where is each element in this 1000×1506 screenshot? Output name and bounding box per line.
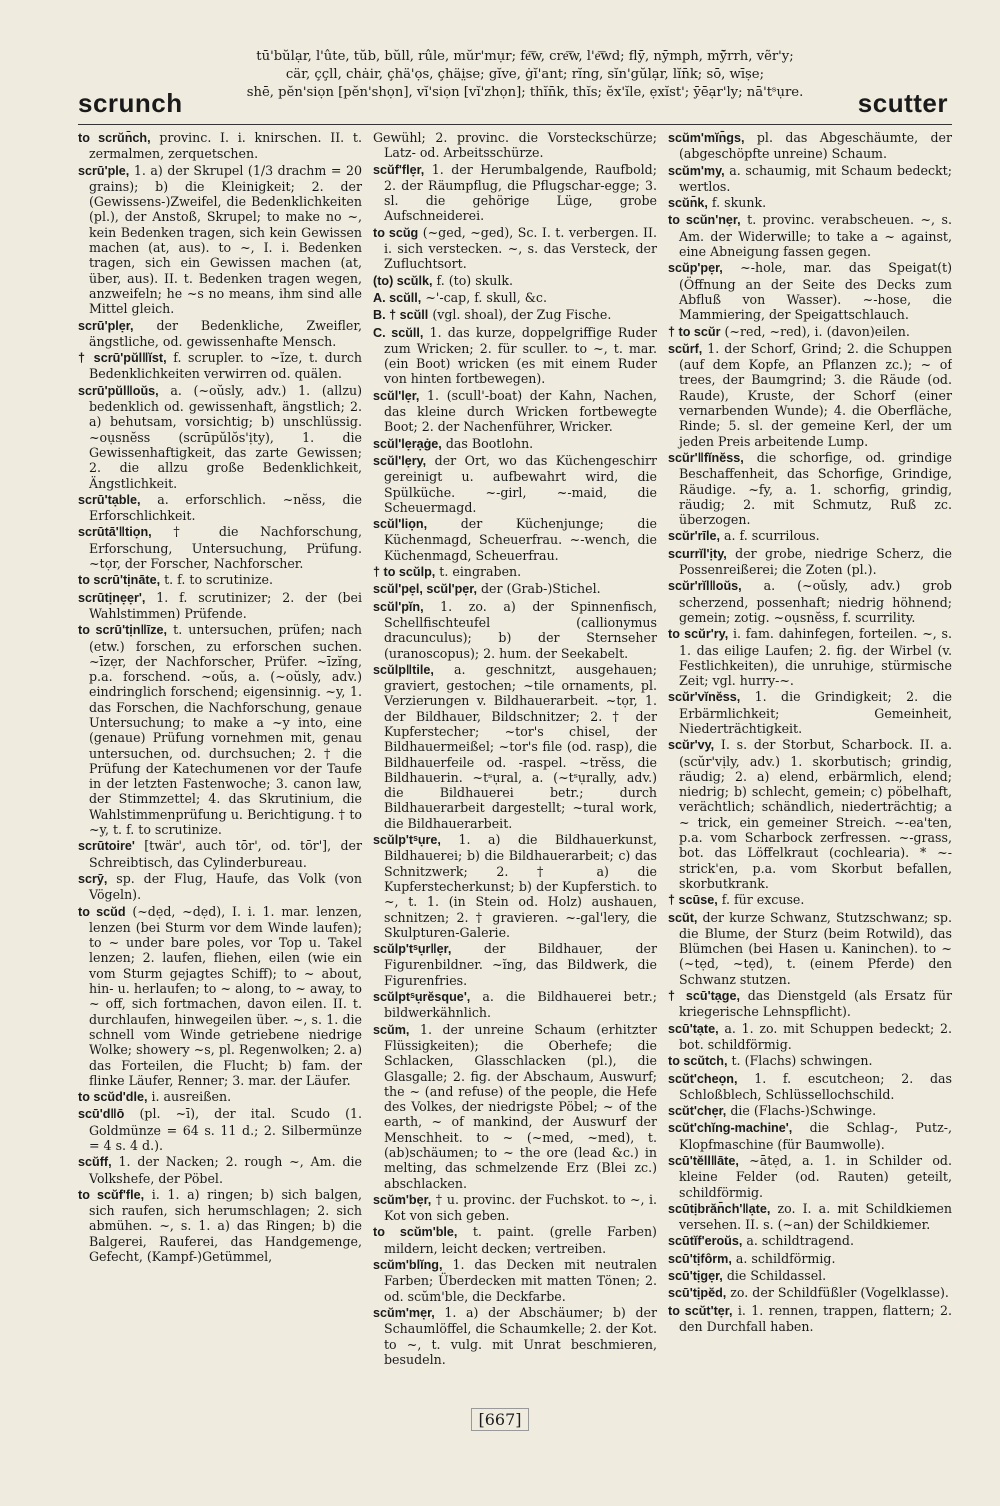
entry-headword: to scŭg: [373, 225, 419, 240]
entry-definition: a. (~oŭsly, adv.) grob scherzend, possenhaft; niedrig höhnend; gemein; zotig. ~oụsnĕss, f. scurrility.: [679, 578, 952, 625]
entry-headword: C. scŭll,: [373, 325, 424, 340]
entry-headword: scŭrf,: [668, 341, 703, 356]
entry-definition: das Dienstgeld (als Ersatz für kriegerische Lehnspflicht).: [679, 988, 952, 1020]
entry-definition: a. geschnitzt, ausgehauen; graviert, gestochen; ~tile ornaments, pl. Verzierungen v. Bildhauerarbeit. ~tọr, 1. der Bildhauer, Bildschnitzer; 2. † der Kupferstecher; ~tor's chisel, der Bildhauermeißel; ~tor's file (od. rasp), die Bildhauerfeile od. -raspel. ~trĕss, die Bildhauerin. ~tˢụral, a. (~tˢụrally, adv.) die Bildhauerei betr.; durch Bildhauerarbeit dargestellt; ~tural work, die Bildhauerarbeit.: [384, 661, 657, 831]
dictionary-entry: [668, 1021, 952, 1053]
entry-definition: i. ausreißen.: [151, 1089, 232, 1105]
entry-definition: ~-hole, mar. das Speigat(t) (Öffnung an der Seite des Decks zum Abfluß von Wasser). ~-hose, die Mammiering, der Speigattschlauch.: [679, 260, 952, 323]
entry-headword: scŭlp'tˢụr‖ẹr,: [373, 942, 452, 957]
entry-headword: scrū'ple,: [78, 163, 130, 178]
entry-definition: t. untersuchen, prüfen; nach (etw.) forschen, zu erforschen suchen. ~īzẹr, der Nachforscher, Prüfer. ~īzĭng, p.a. forschend. ~oŭs, a. (~oŭsly, adv.) eindringlich forschend; eigensinnig. ~y, 1. das Forschen, die Nachforschung, genaue Untersuchung; to make a ~y into, eine (genaue) Prüfung vornehmen mit, genau untersuchen, od. durchsuchen; 2. † die Prüfung der Katechumenen vor der Taufe in der letzten Fastenwoche; 3. canon law, der Stimmzettel; 4. das Skrutinium, die Wahlstimmenprüfung u. Berichtigung. † to ~y, t. f. to scrutinize.: [89, 622, 362, 838]
dictionary-entry: [78, 904, 362, 1089]
dictionary-entry: [668, 324, 952, 340]
pronunciation-key-line: tū'bŭlạr, l'ûte, tŭb, bŭll, rûle, mŭr'mụr; fe͞w, cre͞w, l'e͞wd; flȳ, nȳmph, mȳ̆rrh, vẽr'y;: [256, 49, 794, 64]
entry-definition: a. 1. zo. mit Schuppen bedeckt; 2. bot. schildförmig.: [679, 1020, 952, 1052]
dictionary-entry: [668, 1268, 952, 1284]
dictionary-entry: [373, 325, 657, 387]
entry-headword: scū'd‖ō: [78, 1107, 125, 1122]
column-left: [78, 130, 362, 1408]
entry-headword: scŭff,: [78, 1155, 112, 1170]
dictionary-entry: [373, 273, 657, 289]
dictionary-entry: [668, 450, 952, 527]
dictionary-entry: [668, 1303, 952, 1335]
entry-headword: scŭn̄k,: [668, 196, 708, 211]
dictionary-entry: [373, 581, 657, 597]
entry-headword: † to scŭlp,: [373, 565, 436, 580]
entry-headword: scŭf'flẹr,: [373, 162, 425, 177]
dictionary-entry: [78, 1154, 362, 1186]
entry-definition: zo. der Schildfüßler (Vogelklasse).: [730, 1285, 949, 1301]
entry-headword: scŭl'lẹr,: [373, 388, 420, 403]
entry-headword: scūtịbrăn̄ch'‖ạte,: [668, 1201, 771, 1216]
entry-headword: scrū'pŭl‖oŭs,: [78, 383, 159, 398]
entry-definition: 1. der unreine Schaum (erhitzter Flüssigkeiten); die Oberhefe; die Schlacken, Glasschlacken (pl.), die Glasgalle; 2. fig. der Abschaum, Auswurf; the ~ (and refuse) of the people, die Hefe des Volkes, der niedrigste Pöbel; ~ of the earth, ~ of mankind, der Auswurf der Menschheit. to ~ (~med, ~med), t. (ab)schäumen; to ~ the ore (lead &c.) in melting, das schmelzende Erz (Blei zc.) abschlacken.: [384, 1021, 657, 1191]
entry-definition: t. provinc. verabscheuen. ~, s. Am. der Widerwille; to take a ~ against, eine Abneigung fassen gegen.: [679, 212, 952, 260]
dictionary-entry: [668, 260, 952, 322]
entry-definition: die schorfige, od. grindige Beschaffenheit, das Schorfige, Grindige, Räudige. ~fy, a. 1. schorfig, grindig, räudig; 2. mit Schmutz, Ruß zc. überzogen.: [679, 449, 952, 528]
entry-definition: t. f. to scrutinize.: [164, 572, 273, 588]
entry-headword: † scrū'pŭl‖ĭst,: [78, 351, 167, 366]
entry-definition: a. schildtragend.: [746, 1233, 854, 1249]
entry-definition: a. schaumig, mit Schaum bedeckt; wertlos.: [679, 162, 952, 194]
entry-definition: der (Grab-)Stichel.: [481, 581, 601, 597]
dictionary-entry: [668, 737, 952, 891]
dictionary-entry: [373, 1257, 657, 1304]
entry-definition: 1. f. scrutinizer; 2. der (bei Wahlstimmen) Prüfende.: [89, 589, 362, 621]
dictionary-columns: [78, 130, 952, 1408]
pronunciation-key-line: shē, pĕn'siọn [pĕn'shọn], vĭ'siọn [vĭ'zhọn]; thĭn̄k, thĭs; ĕx'ĭle, ẹxĭst'; ȳēạr'ly; nā'tˢụre.: [246, 85, 804, 100]
entry-headword: to scŭn'nẹr,: [668, 213, 741, 228]
entry-definition: (~dẹd, ~dẹd), I. i. 1. mar. lenzen, lenzen (bei Sturm vor dem Winde laufen); to ~ under bare poles, vor Top u. Takel lenzen; 2. laufen, fliehen, eilen (wie ein vom Sturm gejagtes Schiff); to ~ about, hin- u. herlaufen; to ~ along, to ~ away, to ~ off, sich fortmachen, davon eilen. II. t. durchlaufen, hinwegeilen über. ~, s. 1. die schnell vom Winde getriebene niedrige Wolke; showery ~s, pl. Regenwolken; 2. a) das Forteilen, die Flucht; b) fam. der flinke Läufer, Renner; 3. mar. der Läufer.: [89, 903, 362, 1088]
entry-headword: scŭt'chẹr,: [668, 1104, 727, 1119]
entry-headword: † scūse,: [668, 893, 718, 908]
entry-headword: scŭm,: [373, 1022, 410, 1037]
dictionary-entry: [668, 528, 952, 544]
entry-definition: 1. der Herumbalgende, Raufbold; 2. der Räumpflug, die Pflugschar-egge; 3. sl. die gehörige Lüge, grobe Aufschneiderei.: [384, 161, 657, 224]
entry-headword: scūtĭf'eroŭs,: [668, 1234, 743, 1249]
dictionary-entry: [78, 1106, 362, 1153]
dictionary-entry: [373, 662, 657, 831]
entry-definition: a. (~oŭsly, adv.) 1. (allzu) bedenklich od. gewissenhaft, ängstlich; 2. a) behutsam, vorsichtig; b) unschlüssig. ~oụsnĕss (scrūpŭlŏs'ịty), 1. die Gewissenhaftigkeit, das zarte Gewissen; 2. die allzu große Bedenklichkeit, Ängstlichkeit.: [89, 382, 362, 491]
entry-headword: scŭl'liọn,: [373, 517, 428, 532]
entry-headword: scŭlp'tˢụre,: [373, 833, 441, 848]
entry-definition: t. paint. (grelle Farben) mildern, leicht decken; vertreiben.: [384, 1224, 657, 1256]
dictionary-entry: [668, 1201, 952, 1233]
entry-headword: to scŭd'dle,: [78, 1090, 148, 1105]
dictionary-entry: [668, 988, 952, 1020]
entry-definition: sp. der Flug, Haufe, das Volk (von Vögeln).: [89, 870, 362, 903]
entry-headword: scū'tịgẹr,: [668, 1269, 723, 1284]
entry-headword: scū'tĕll‖āte,: [668, 1154, 739, 1168]
dictionary-entry: [78, 318, 362, 350]
entry-definition: f. für excuse.: [721, 892, 805, 908]
entry-headword: scrū'tạble,: [78, 492, 141, 507]
entry-definition: die Schlag-, Putz-, Klopfmaschine (für Baumwolle).: [679, 1120, 952, 1152]
entry-headword: to scŭr'ry,: [668, 627, 729, 642]
column-right: [668, 130, 952, 1408]
entry-definition: 1. a) der Abschäumer; b) der Schaumlöffel, die Schaumkelle; 2. der Kot. to ~, t. vulg. mit Unrat beschmieren, besudeln.: [384, 1304, 657, 1367]
entry-headword: scū'tịfôrm,: [668, 1251, 732, 1266]
dictionary-entry: [373, 388, 657, 435]
entry-definition: a. die Bildhauerei betr.; bildwerkähnlich.: [384, 989, 657, 1021]
entry-headword: scŭm'blĭng,: [373, 1258, 443, 1273]
entry-definition: 1. a) die Bildhauerkunst, Bildhauerei; b) die Bildhauerarbeit; c) das Schnitzwerk; 2. † a) die Kupferstecherkunst; b) der Kupferstich. to ~, t. 1. (in Stein od. Holz) aushauen, schnitzen; 2. † gravieren. ~-gal'lery, die Skulpturen-Galerie.: [384, 832, 657, 940]
dictionary-entry: [668, 1103, 952, 1119]
entry-headword: scŭr'vy,: [668, 738, 715, 753]
dictionary-entry: [373, 1022, 657, 1191]
entry-headword: to scŭt'tẹr,: [668, 1303, 733, 1318]
entry-definition: 1. die Grindigkeit; 2. die Erbärmlichkeit; Gemeinheit, Niederträchtigkeit.: [679, 689, 952, 736]
dictionary-entry: [373, 599, 657, 661]
entry-headword: scŭm'bẹr,: [373, 1192, 432, 1207]
dictionary-entry: [373, 130, 657, 161]
entry-headword: B. † scŭll: [373, 308, 429, 323]
entry-headword: scŭr'vĭnĕss,: [668, 690, 741, 705]
dictionary-entry: [78, 871, 362, 903]
dictionary-entry: [373, 832, 657, 940]
entry-definition: 1. a) der Skrupel (1/3 drachm = 20 grains); b) die Kleinigkeit; 2. der (Gewissens-)Zweifel, die Bedenklichkeiten (pl.), der Anstoß, Skrupel; to make no ~, kein Bedenken tragen, sich kein Gewissen machen (at, aus). to ~, I. i. Bedenken tragen, sich ein Gewissen machen (at, über, aus). II. t. Bedenken tragen wegen, anzweifeln; he ~s no means, ihm sind alle Mittel gleich.: [89, 162, 362, 317]
entry-definition: a. schildförmig.: [735, 1250, 836, 1266]
entry-definition: ~ātẹd, a. 1. in Schilder od. kleine Felder (od. Rauten) geteilt, schildförmig.: [679, 1153, 952, 1200]
entry-headword: scŭp'pẹr,: [668, 261, 723, 276]
dictionary-entry: [373, 941, 657, 988]
entry-definition: der Bedenkliche, Zweifler, ängstliche, od. gewissenhafte Mensch.: [89, 317, 362, 349]
entry-definition: I. s. der Storbut, Scharbock. II. a. (scŭr'vịly, adv.) 1. skorbutisch; grindig, räudig; 2. a) elend, erbärmlich, elend; niedrig; b) schlecht, gemein; c) pöbelhaft, verächtlich; schändlich, niederträchtig; a ~ trick, ein gemeiner Streich. ~-ea'ten, p.a. vom Scharbock zerfressen. ~-grass, bot. das Löffelkraut (cochlearia). * ~-strick'en, p.a. vom Skorbut befallen, skorbutkrank.: [679, 737, 952, 891]
entry-definition: die (Flachs-)Schwinge.: [730, 1103, 877, 1119]
dictionary-entry: [668, 910, 952, 987]
dictionary-entry: [78, 350, 362, 382]
dictionary-entry: [668, 546, 952, 578]
entry-headword: scŭt'cheọn,: [668, 1071, 738, 1086]
entry-headword: scrūtịnẹẹr',: [78, 590, 146, 605]
dictionary-entry: [668, 626, 952, 688]
dictionary-entry: [668, 163, 952, 195]
dictionary-entry: [373, 225, 657, 272]
header-rule: [78, 124, 952, 125]
entry-definition: der kurze Schwanz, Stutzschwanz; sp. die Blume, der Sturz (beim Rotwild), das Blümchen (bei Hasen u. Kaninchen). to ~ (~tẹd, ~tẹd), t. (einem Pferde) den Schwanz stutzen.: [679, 909, 952, 987]
guide-word-left: scrunch: [78, 88, 183, 118]
entry-definition: der Küchenjunge; die Küchenmagd, Scheuerfrau. ~-wench, die Küchenmagd, Scheuerfrau.: [384, 516, 657, 563]
entry-headword: scŭr'rīle,: [668, 529, 720, 544]
column-middle: [373, 130, 657, 1408]
page-number: [0, 1410, 1000, 1429]
entry-definition: t. (Flachs) schwingen.: [731, 1053, 873, 1069]
entry-definition: i. 1. a) ringen; b) sich balgen, sich raufen, sich herumschlagen; 2. sich abmühen. ~, s. 1. a) das Ringen; b) die Balgerei, Rauferei, das Handgemenge, Gefecht, (Kampf-)Getümmel,: [89, 1186, 362, 1265]
entry-definition: der grobe, niedrige Scherz, die Possenreißerei; die Zoten (pl.).: [679, 545, 952, 578]
dictionary-entry: [668, 1053, 952, 1069]
entry-headword: scrūtoire': [78, 839, 135, 854]
entry-headword: to scŭtch,: [668, 1054, 728, 1069]
dictionary-entry: [373, 989, 657, 1021]
entry-definition: t. eingraben.: [439, 564, 522, 580]
dictionary-entry: [373, 564, 657, 580]
entry-headword: scŭlptˢụrĕsque',: [373, 990, 471, 1005]
entry-definition: das Bootlohn.: [445, 435, 534, 451]
entry-headword: scrūtā'‖tiọn,: [78, 525, 152, 540]
entry-definition: 1. der Nacken; 2. rough ~, Am. die Volkshefe, der Pöbel.: [89, 1154, 362, 1186]
entry-definition: 1. f. escutcheon; 2. das Schloßblech, Schlüssellochschild.: [679, 1070, 952, 1102]
dictionary-entry: [373, 290, 657, 306]
dictionary-entry: [78, 1187, 362, 1264]
entry-definition: f. skunk.: [711, 195, 767, 211]
entry-headword: A. scŭll,: [373, 290, 422, 305]
dictionary-entry: [668, 195, 952, 211]
dictionary-entry: [668, 689, 952, 736]
entry-definition: provinc. I. i. knirschen. II. t. zermalmen, zerquetschen.: [89, 130, 362, 162]
entry-definition: i. fam. dahinfegen, forteilen. ~, s. 1. das eilige Laufen; 2. fig. der Wirbel (v. Festlichkeiten), die unruhige, stürmische Zeit; vgl. hurry-~.: [679, 626, 952, 689]
dictionary-entry: [373, 162, 657, 224]
entry-definition: [twär', auch tōr', od. tōr'], der Schreibtisch, das Cylinderbureau.: [89, 838, 362, 870]
entry-headword: scŭt'chĭng-machine',: [668, 1121, 793, 1136]
entry-headword: scrȳ,: [78, 871, 108, 886]
dictionary-entry: [78, 838, 362, 870]
entry-headword: scŭl'lẹrạġe,: [373, 436, 442, 451]
dictionary-entry: [78, 492, 362, 524]
entry-headword: scurrĭl'ịty,: [668, 546, 727, 561]
dictionary-entry: [78, 572, 362, 588]
entry-headword: to scŭm'ble,: [373, 1225, 458, 1240]
entry-headword: scŭr'‖fĭnĕss,: [668, 450, 744, 465]
entry-definition: † u. provinc. der Fuchskot. to ~, i. Kot von sich geben.: [384, 1191, 657, 1224]
dictionary-entry: [668, 341, 952, 449]
dictionary-entry: [78, 590, 362, 622]
dictionary-entry: [373, 516, 657, 563]
entry-definition: (~ged, ~ged), Sc. I. t. verbergen. II. i. sich verstecken. ~, s. das Versteck, der Zufluchtsort.: [384, 224, 657, 272]
dictionary-entry: [373, 1224, 657, 1256]
dictionary-entry: [78, 383, 362, 491]
entry-definition: a. f. scurrilous.: [724, 528, 820, 544]
entry-headword: scū'tịpĕd,: [668, 1286, 727, 1301]
entry-headword: scrū'plẹr,: [78, 318, 134, 333]
entry-headword: to scrū'tịn‖īze,: [78, 623, 168, 638]
dictionary-entry: [78, 1089, 362, 1105]
entry-definition: 1. das Decken mit neutralen Farben; Überdecken mit matten Tönen; 2. od. scŭm'ble, die Deckfarbe.: [384, 1257, 657, 1304]
entry-headword: (to) scŭlk,: [373, 273, 433, 288]
dictionary-entry: [668, 1120, 952, 1152]
dictionary-entry: [373, 453, 657, 515]
dictionary-entry: [78, 622, 362, 837]
guide-word-right: scutter: [857, 88, 948, 118]
entry-headword: to scŭf'fle,: [78, 1187, 145, 1202]
entry-headword: scū'tạte,: [668, 1021, 719, 1036]
entry-definition: f. (to) skulk.: [436, 272, 514, 288]
entry-headword: scŭm'mẹr,: [373, 1305, 435, 1320]
entry-definition: zo. I. a. mit Schildkiemen versehen. II. s. (~an) der Schildkiemer.: [679, 1200, 952, 1233]
entry-headword: scŭl'lẹry,: [373, 453, 427, 468]
entry-headword: scŭm'mĭn̄gs,: [668, 131, 745, 145]
entry-definition: 1. (scull'-boat) der Kahn, Nachen, das kleine durch Wricken fortbewegte Boot; 2. der Nachenführer, Wricker.: [384, 387, 657, 435]
entry-definition: f. scrupler. to ~ĭze, t. durch Bedenklichkeiten verwirren od. quälen.: [89, 350, 362, 382]
dictionary-entry: [78, 163, 362, 317]
entry-headword: to scŭd: [78, 904, 126, 919]
entry-definition: (vgl. shoal), der Zug Fische.: [432, 307, 612, 323]
entry-headword: scŭl'pẹl, scŭl'pẹr,: [373, 582, 477, 597]
entry-headword: scŭlp‖tile,: [373, 662, 434, 677]
dictionary-entry: [668, 130, 952, 162]
dictionary-entry: [668, 1251, 952, 1267]
entry-definition: die Schildassel.: [726, 1268, 827, 1284]
entry-definition: (pl. ~ī), der ital. Scudo (1. Goldmünze = 64 s. 11 d.; 2. Silbermünze = 4 s. 4 d.).: [89, 1106, 362, 1153]
pronunciation-key-line: cär, ççll, chȧir, çhä'ọs, çhäi̤se; gĭve, ġĭ'ant; rĭng, sĭn'gŭlạr, lĭn̄k; sō, wīṣe;: [285, 67, 765, 82]
entry-headword: scŭm'my,: [668, 163, 725, 178]
entry-headword: scŭr'rĭl‖oŭs,: [668, 579, 742, 594]
entry-definition: a. erforschlich. ~nĕss, die Erforschlichkeit.: [89, 491, 362, 524]
entry-headword: † scū'tạge,: [668, 989, 741, 1004]
entry-definition: 1. der Schorf, Grind; 2. die Schuppen (auf dem Kopfe, an Pflanzen zc.); ~ of trees, der Baumgrind; 3. die Räude (od. Raude), Kruste, der Schorf (einer vernarbenden Wunde); 4. die Oberfläche, Rinde; 5. sl. der gemeine Kerl, der um jeden Preis arbeitende Lump.: [679, 340, 952, 449]
entry-definition: der Bildhauer, der Figurenbildner. ~ĭng, das Bildwerk, die Figurenfries.: [384, 941, 657, 988]
dictionary-entry: [78, 130, 362, 162]
entry-headword: scŭl'pĭn,: [373, 599, 424, 614]
dictionary-entry: [668, 1071, 952, 1103]
dictionary-entry: [668, 1285, 952, 1301]
dictionary-entry: [668, 1153, 952, 1200]
entry-headword: † to scŭr: [668, 324, 721, 339]
entry-definition: ~'-cap, f. skull, &c.: [425, 289, 547, 305]
page-number-label: [667]: [471, 1408, 528, 1431]
entry-definition: 1. das kurze, doppelgriffige Ruder zum Wricken; 2. für sculler. to ~, t. mar. (ein Boot) wricken (es mit einem Ruder von hinten fortbewegen).: [384, 324, 657, 387]
pronunciation-key: [210, 48, 840, 102]
entry-headword: to scrū'tịnāte,: [78, 573, 161, 588]
entry-definition: der Ort, wo das Küchengeschirr gereinigt u. aufbewahrt wird, die Spülküche. ~-girl, ~-maid, die Scheuermagd.: [384, 452, 657, 515]
entry-definition: pl. das Abgeschäumte, der (abgeschöpfte unreine) Schaum.: [679, 130, 952, 162]
entry-headword: to scrŭn̄ch,: [78, 131, 151, 145]
entry-definition: † die Nachforschung, Erforschung, Untersuchung, Prüfung. ~tọr, der Forscher, Nachforscher.: [89, 524, 362, 572]
dictionary-entry: [668, 578, 952, 625]
dictionary-entry: [373, 1305, 657, 1367]
entry-definition: Gewühl; 2. provinc. die Vorsteckschürze; Latz- od. Arbeitsschürze.: [373, 130, 657, 161]
entry-definition: 1. zo. a) der Spinnenfisch, Schellfischteufel (callionymus dracunculus); b) der Sternseher (uranoscopus); 2. hum. der Seekabelt.: [384, 598, 657, 661]
dictionary-entry: [668, 212, 952, 259]
entry-headword: scŭt,: [668, 910, 698, 925]
entry-definition: i. 1. rennen, trappen, flattern; 2. den Durchfall haben.: [679, 1302, 952, 1334]
dictionary-entry: [668, 1233, 952, 1249]
entry-definition: (~red, ~red), i. (davon)eilen.: [724, 323, 910, 339]
dictionary-entry: [373, 307, 657, 323]
dictionary-entry: [78, 524, 362, 571]
dictionary-entry: [373, 436, 657, 452]
dictionary-entry: [373, 1192, 657, 1224]
dictionary-entry: [668, 892, 952, 908]
